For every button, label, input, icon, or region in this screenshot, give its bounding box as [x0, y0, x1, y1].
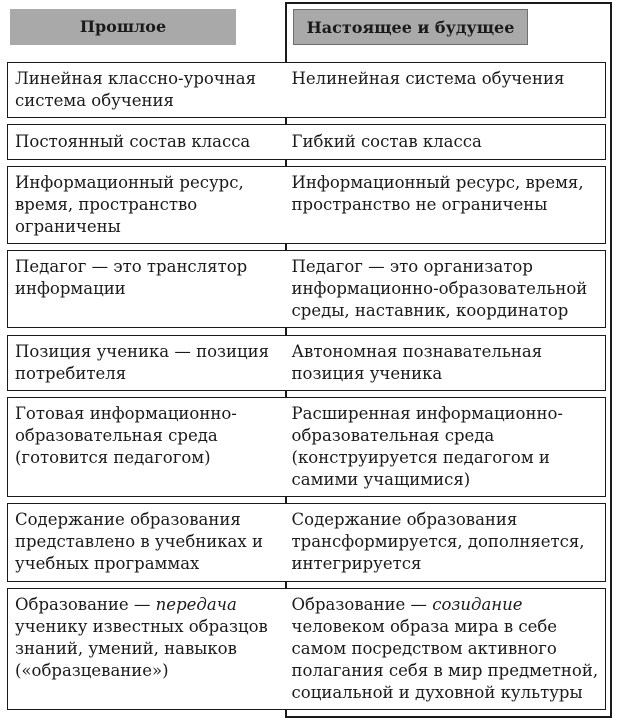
past-cell: Позиция ученика — позиция потребителя — [15, 342, 270, 383]
past-cell: Линейная классно-урочная система обучения — [15, 69, 256, 110]
table-row — [7, 124, 606, 160]
table-row — [7, 62, 606, 118]
past-header: Прошлое — [10, 9, 236, 45]
table-row — [7, 166, 606, 244]
past-cell — [8, 589, 286, 709]
past-cell: Информационный ресурс, время, пространство ограничены — [15, 173, 244, 236]
past-lead: Образование — — [15, 595, 156, 614]
past-emphasis: передача — [155, 595, 237, 614]
future-cell: Информационный ресурс, время, пространство не ограничены — [291, 173, 584, 214]
future-cell: Расширенная информационно-образовательная среда (конструируется педагогом и самими учащимися) — [291, 404, 563, 489]
future-lead: Образование — — [291, 595, 433, 614]
future-cell: Содержание образования трансформируется, дополняется, интегрируется — [291, 510, 585, 573]
future-cell: Гибкий состав класса — [291, 132, 482, 151]
future-cell: Автономная познавательная позиция ученика — [291, 342, 543, 383]
future-emphasis: созидание — [432, 595, 523, 614]
past-cell: Постоянный состав класса — [15, 132, 251, 151]
future-rest: человеком образа мира в себе самом посредством активного полагания себя в мир предметной, социальной и духовной культуры — [291, 617, 599, 702]
past-cell: Содержание образования представлено в учебниках и учебных программах — [15, 510, 263, 573]
table-row — [7, 250, 606, 328]
future-header: Настоящее и будущее — [293, 9, 528, 45]
future-cell: Педагог — это организатор информационно-образовательной среды, наставник, координатор — [291, 257, 588, 320]
past-cell: Готовая информационно-образовательная среда (готовится педагогом) — [15, 404, 237, 467]
table-row — [7, 335, 606, 391]
table-row — [7, 588, 606, 710]
table-row — [7, 397, 606, 497]
past-rest: ученику известных образцов знаний, умений, навыков («образцевание») — [15, 617, 268, 680]
past-cell: Педагог — это транслятор информации — [15, 257, 248, 298]
future-cell — [286, 589, 605, 709]
table-row — [7, 503, 606, 582]
future-cell: Нелинейная система обучения — [291, 69, 565, 88]
